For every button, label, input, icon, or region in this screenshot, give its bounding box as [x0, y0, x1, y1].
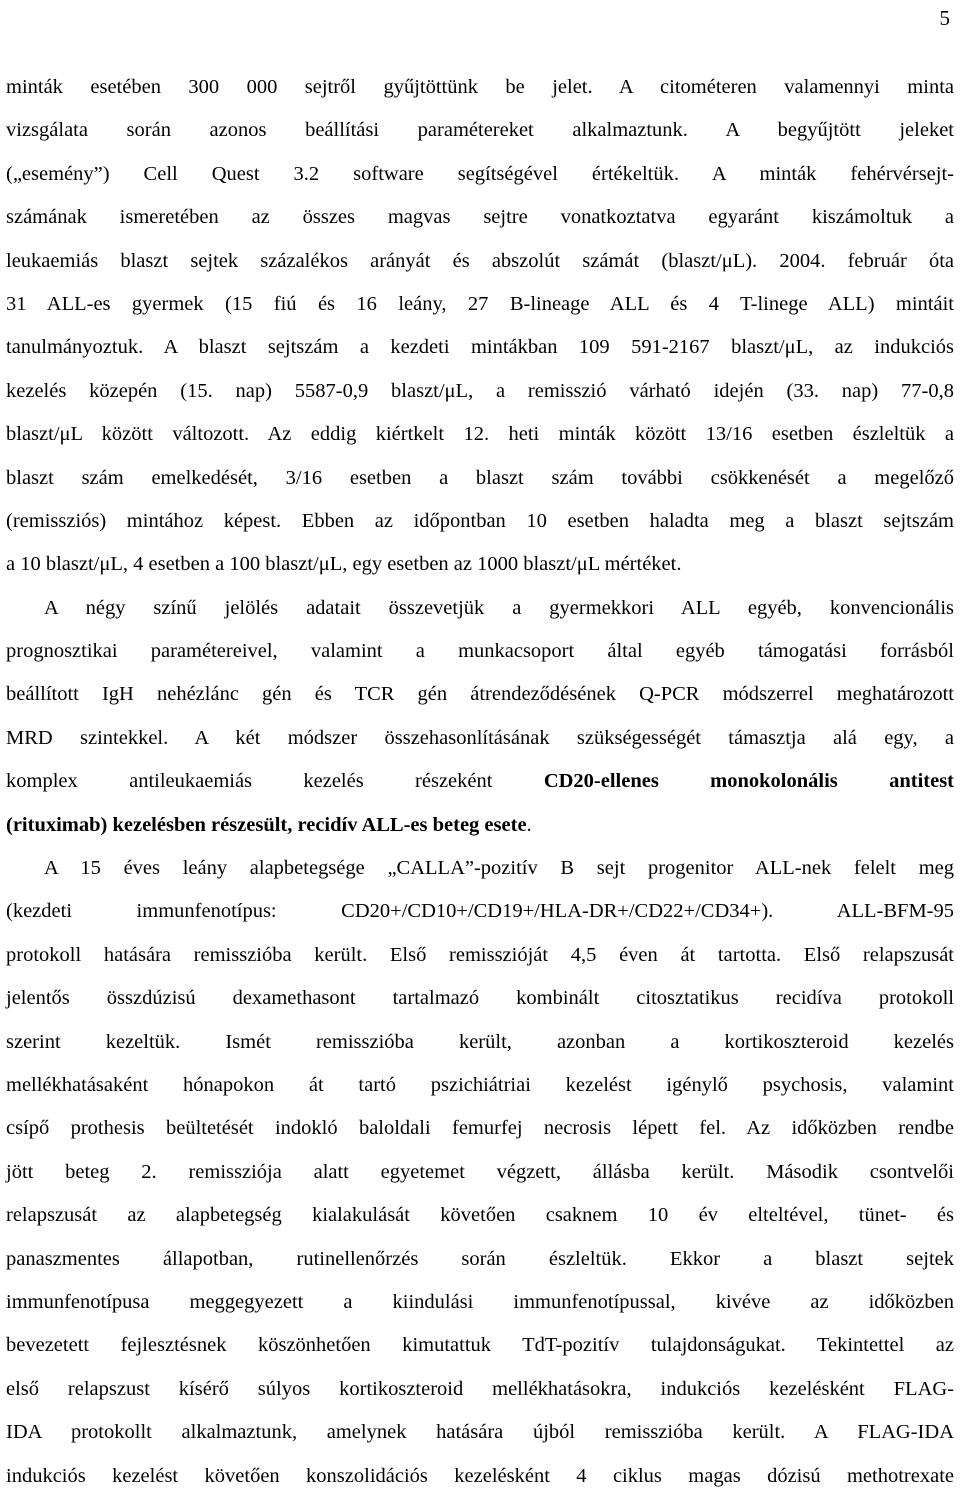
text-line: kezelés közepén (15. nap) 5587-0,9 blaszt/μL, a remisszió várható idején (33. nap) 77-0,8: [6, 379, 954, 402]
text-line: a 10 blaszt/μL, 4 esetben a 100 blaszt/μL, egy esetben az 1000 blaszt/μL mértéket.: [6, 553, 682, 576]
page-number: 5: [939, 6, 950, 30]
text-line: („esemény”) Cell Quest 3.2 software segítségével értékeltük. A minták fehérvérsejt-: [6, 162, 954, 185]
text-line: beállított IgH nehézlánc gén és TCR gén átrendeződésének Q-PCR módszerrel meghatározott: [6, 683, 954, 706]
text-line: [6, 760, 954, 803]
text-line: A 15 éves leány alapbetegsége „CALLA”-pozitív B sejt progenitor ALL-nek felelt meg: [44, 857, 954, 880]
text-line: (kezdeti immunfenotípus: CD20+/CD10+/CD19+/HLA-DR+/CD22+/CD34+). ALL-BFM-95: [6, 900, 954, 923]
document-body: [6, 66, 954, 1498]
text-line: panaszmentes állapotban, rutinellenőrzés során észleltük. Ekkor a blaszt sejtek: [6, 1247, 954, 1270]
text-line: minták esetében 300 000 sejtről gyűjtöttünk be jelet. A citométeren valamennyi minta: [6, 76, 954, 98]
text-line: A négy színű jelölés adatait összevetjük a gyermekkori ALL egyéb, konvencionális: [44, 596, 954, 619]
text-line: számának ismeretében az összes magvas sejtre vonatkoztatva egyaránt kiszámoltuk a: [6, 206, 954, 229]
text-line: bevezetett fejlesztésnek köszönhetően kimutattuk TdT-pozitív tulajdonságukat. Tekintettel az: [6, 1334, 954, 1357]
text-line: blaszt/μL között változott. Az eddig kiértkelt 12. heti minták között 13/16 esetben észleltük a: [6, 423, 954, 446]
text-line: (remissziós) mintához képest. Ebben az időpontban 10 esetben haladta meg a blaszt sejtszám: [6, 509, 954, 532]
text-line: blaszt szám emelkedését, 3/16 esetben a blaszt szám további csökkenését a megelőző: [6, 466, 954, 489]
text-line: relapszusát az alapbetegség kialakulását követően csaknem 10 év elteltével, tünet- és: [6, 1204, 954, 1227]
text-line: immunfenotípusa meggegyezett a kiindulási immunfenotípussal, kivéve az időközben: [6, 1290, 954, 1313]
paragraph-3: [6, 847, 954, 1498]
text-line: csípő prothesis beültetését indokló baloldali femurfej necrosis lépett fel. Az időközben rendbe: [6, 1117, 954, 1140]
text-line: protokoll hatására remisszióba került. Első remisszióját 4,5 éven át tartotta. Első relapszusát: [6, 943, 954, 966]
text-line: vizsgálata során azonos beállítási paramétereket alkalmaztunk. A begyűjtött jeleket: [6, 119, 954, 142]
bold-fragment: (rituximab) kezelésben részesült, recidív ALL-es beteg esete: [6, 813, 527, 836]
text-line: prognosztikai paramétereivel, valamint a munkacsoport által egyéb támogatási forrásból: [6, 640, 954, 663]
bold-fragment: CD20-ellenes monokolonális antitest: [543, 770, 955, 793]
text-fragment: komplex antileukaemiás kezelés részeként: [6, 770, 493, 793]
paragraph-2: [6, 587, 954, 847]
text-line: indukciós kezelést követően konszolidációs kezelésként 4 ciklus magas dózisú methotrexate: [6, 1464, 954, 1487]
text-line: jelentős összdúzisú dexamethasont tartalmazó kombinált citosztatikus recidíva protokoll: [6, 987, 954, 1010]
paragraph-1: [6, 66, 954, 587]
text-line: első relapszust kísérő súlyos kortikoszteroid mellékhatásokra, indukciós kezelésként FLAG-: [6, 1377, 954, 1400]
text-line: tanulmányoztuk. A blaszt sejtszám a kezdeti mintákban 109 591-2167 blaszt/μL, az indukciós: [6, 336, 954, 359]
text-fragment: .: [526, 813, 532, 836]
text-line: szerint kezeltük. Ismét remisszióba került, azonban a kortikoszteroid kezelés: [6, 1030, 954, 1053]
text-line: MRD szintekkel. A két módszer összehasonlításának szükségességét támasztja alá egy, a: [6, 726, 954, 749]
text-line: leukaemiás blaszt sejtek százalékos arányát és abszolút számát (blaszt/μL). 2004. február óta: [6, 249, 954, 272]
text-line: IDA protokollt alkalmaztunk, amelynek hatására újból remisszióba került. A FLAG-IDA: [6, 1421, 954, 1444]
text-line: [6, 804, 954, 847]
text-line: 31 ALL-es gyermek (15 fiú és 16 leány, 27 B-lineage ALL és 4 T-linege ALL) mintáit: [6, 292, 954, 315]
text-line: mellékhatásaként hónapokon át tartó pszichiátriai kezelést igénylő psychosis, valamint: [6, 1073, 954, 1096]
text-line: jött beteg 2. remissziója alatt egyetemet végzett, állásba került. Második csontvelői: [6, 1160, 954, 1183]
